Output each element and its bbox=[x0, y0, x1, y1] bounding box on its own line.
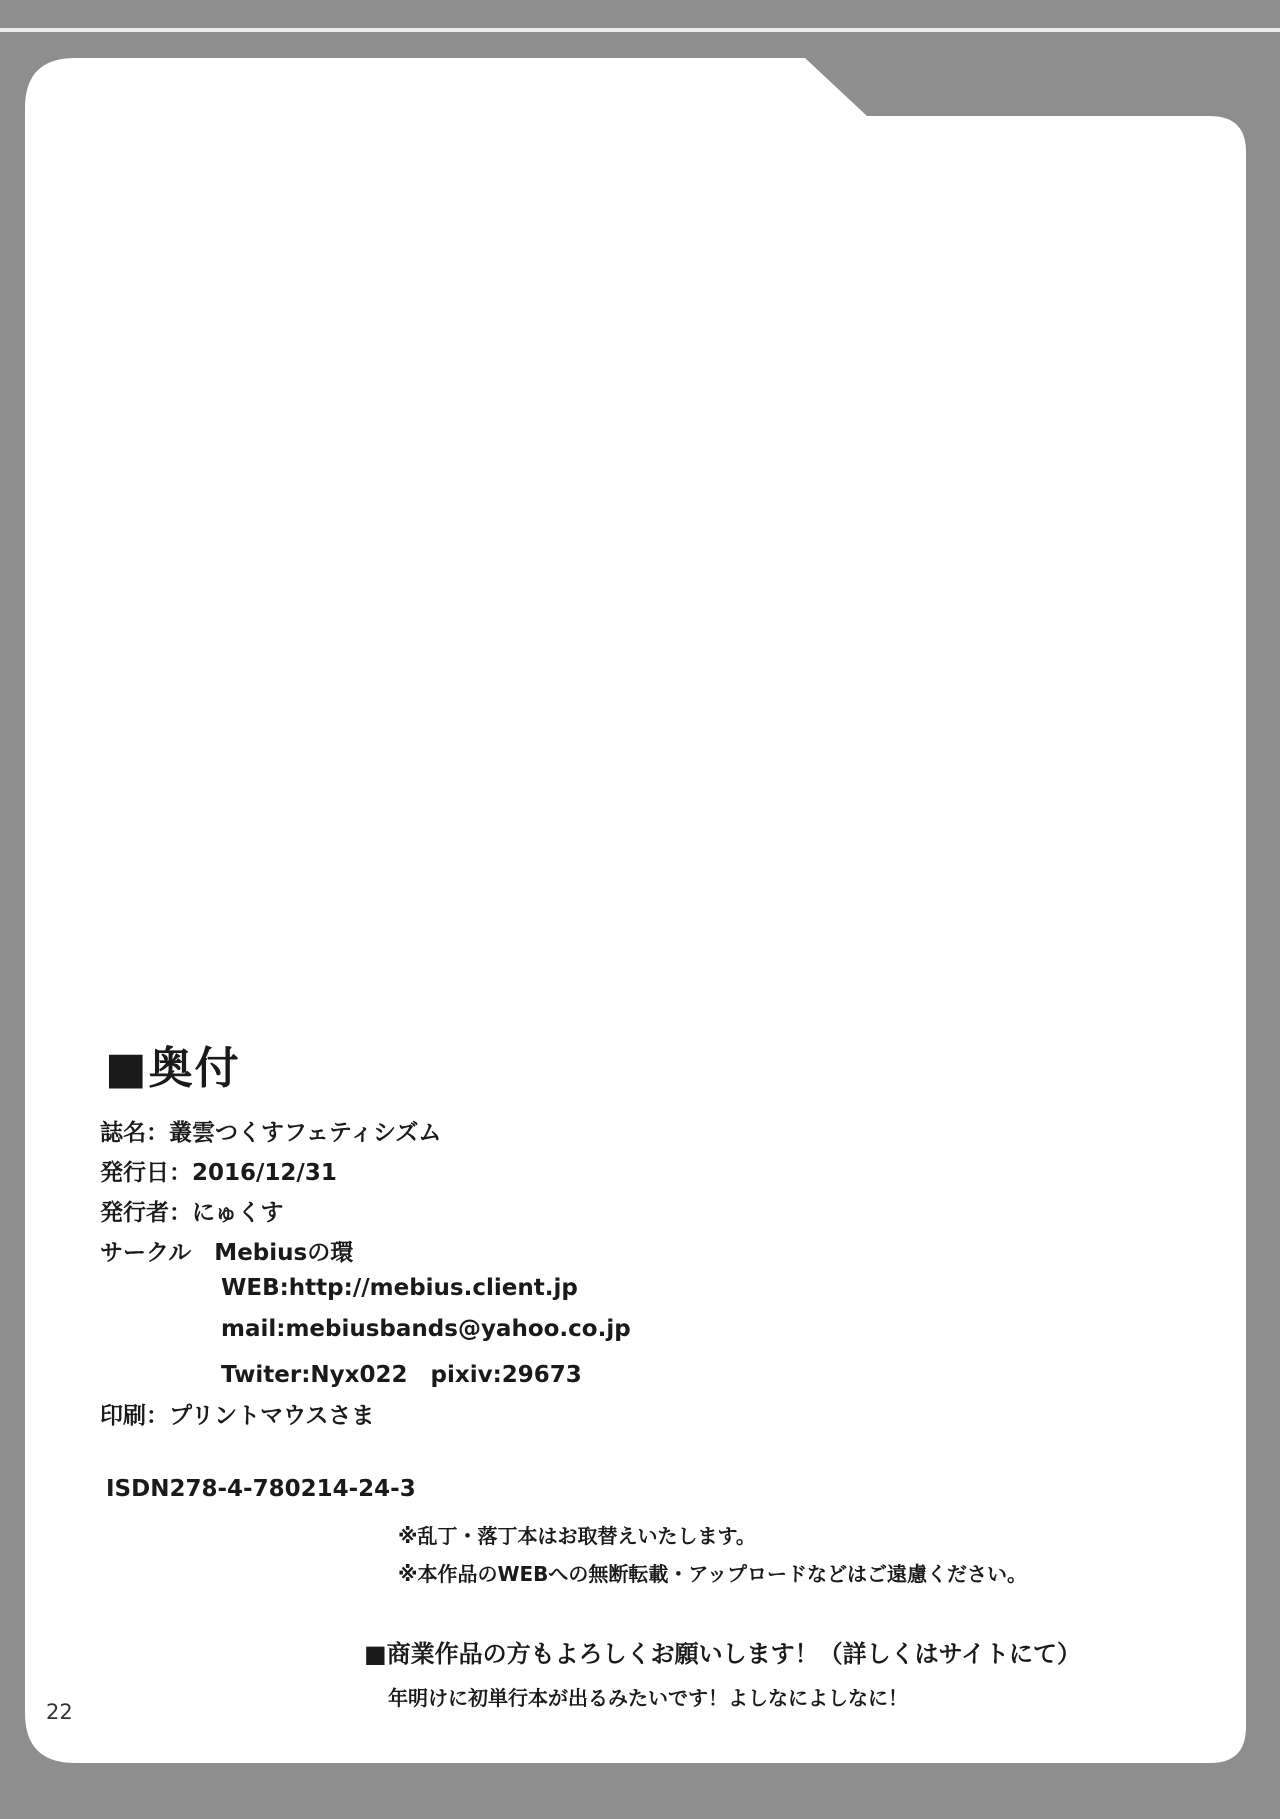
title-line: 誌名：叢雲つくすフェティシズム bbox=[100, 1120, 442, 1146]
promo-line: ■商業作品の方もよろしくお願いします！（詳しくはサイトにて） bbox=[364, 1640, 1081, 1668]
note-no-upload: ※本作品のWEBへの無断転載・アップロードなどはご遠慮ください。 bbox=[398, 1562, 1028, 1586]
social-line: Twiter:Nyx022 pixiv:29673 bbox=[221, 1362, 582, 1388]
circle-line: サークル Mebiusの環 bbox=[100, 1240, 354, 1266]
promo-subline: 年明けに初単行本が出るみたいです！よしなによしなに！ bbox=[388, 1686, 908, 1710]
web-line: WEB:http://mebius.client.jp bbox=[221, 1275, 578, 1301]
date-line: 発行日：2016/12/31 bbox=[100, 1160, 337, 1186]
publisher-line: 発行者：にゅくす bbox=[100, 1200, 284, 1226]
print-line: 印刷：プリントマウスさま bbox=[100, 1403, 375, 1429]
note-replacement: ※乱丁・落丁本はお取替えいたします。 bbox=[398, 1524, 756, 1548]
isdn-line: ISDN278-4-780214-24-3 bbox=[106, 1476, 416, 1502]
colophon-heading: ■奥付 bbox=[105, 1043, 241, 1094]
mail-line: mail:mebiusbands@yahoo.co.jp bbox=[221, 1316, 631, 1342]
page-number: 22 bbox=[46, 1700, 73, 1724]
